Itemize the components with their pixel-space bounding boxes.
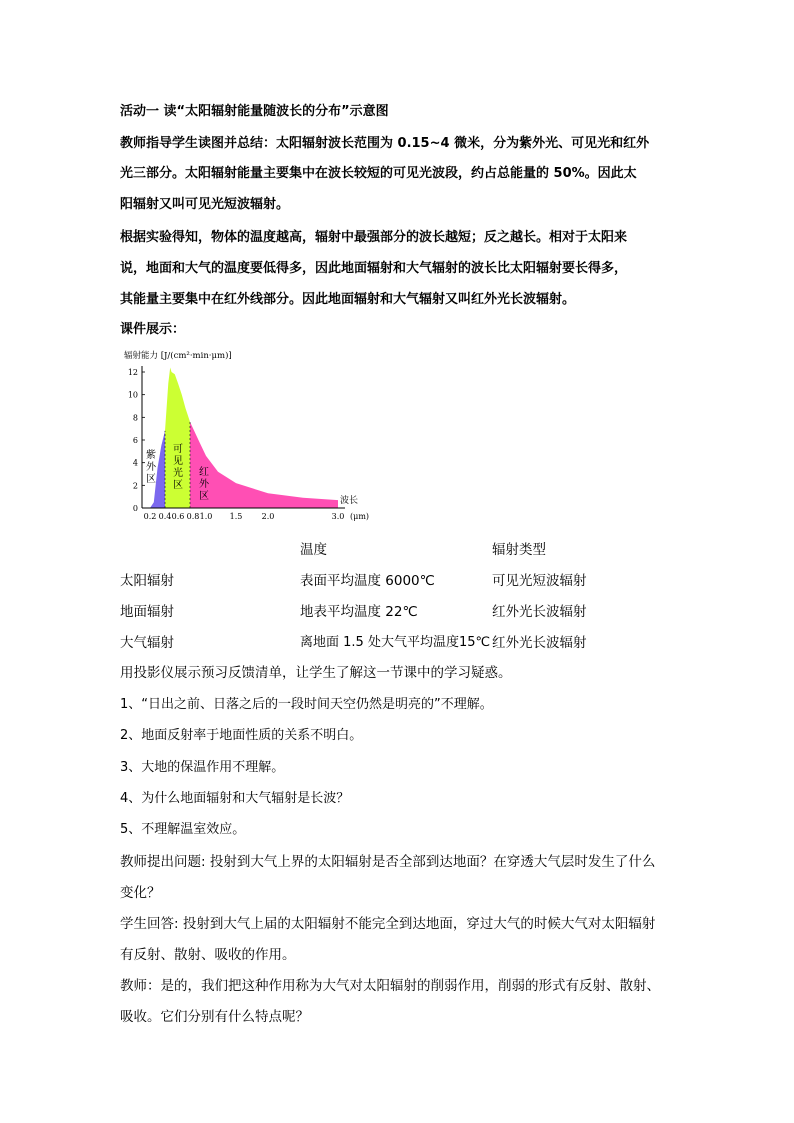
visible-region-label: 区 [173, 480, 183, 491]
table-cell: 地表平均温度 22℃ [300, 604, 418, 620]
y-tick-label: 6 [132, 436, 138, 445]
para2-line: 根据实验得知，物体的温度越高，辐射中最强部分的波长越短；反之越长。相对于太阳来 [120, 230, 628, 245]
ir-region-label: 外 [199, 479, 209, 490]
question-item: 4、为什么地面辐射和大气辐射是长波？ [120, 791, 350, 806]
question-item: 2、地面反射率于地面性质的关系不明白。 [120, 728, 363, 743]
uv-region-label: 区 [146, 474, 156, 485]
teacher-question: 变化？ [120, 885, 161, 901]
table-cell: 红外光长波辐射 [492, 604, 587, 620]
uv-region-label: 外 [146, 462, 156, 473]
question-item: 1、“日出之前、日落之后的一段时间天空仍然是明亮的”不理解。 [120, 697, 493, 712]
ir-region-label: 红 [199, 467, 209, 478]
table-header-type: 辐射类型 [492, 542, 546, 558]
student-answer: 学生回答: 投射到大气上届的太阳辐射不能完全到达地面，穿过大气的时候大气对太阳辐射 [120, 916, 656, 932]
y-tick-label: 0 [132, 504, 138, 513]
para1-line: 阳辐射又叫可见光短波辐射。 [120, 197, 290, 212]
teacher-response: 教师：是的，我们把这种作用称为大气对太阳辐射的削弱作用，削弱的形式有反射、散射、 [120, 978, 660, 994]
x-tick-label: 1.5 [229, 512, 243, 521]
table-header-temp: 温度 [300, 542, 327, 558]
teacher-response: 吸收。它们分别有什么特点呢？ [120, 1009, 309, 1025]
activity-heading: 活动一 读“太阳辐射能量随波长的分布”示意图 [120, 104, 389, 119]
table-cell: 离地面 1.5 处大气平均温度15℃ [300, 635, 491, 650]
uv-region-label: 紫 [146, 450, 156, 461]
table-cell: 表面平均温度 6000℃ [300, 573, 435, 589]
x-tick-label: 1.0 [199, 512, 213, 521]
y-tick-label: 4 [132, 458, 138, 468]
visible-region-label: 光 [173, 468, 183, 479]
x-tick-label: 0.6 [171, 512, 185, 521]
x-tick-label: 0.8 [186, 512, 200, 521]
para2-line: 说，地面和大气的温度要低得多，因此地面辐射和大气辐射的波长比太阳辐射要长得多， [120, 261, 628, 276]
table-cell: 红外光长波辐射 [492, 635, 587, 651]
courseware-label: 课件展示： [120, 322, 186, 337]
solar-radiation-chart [120, 348, 370, 528]
table-cell: 地面辐射 [120, 604, 174, 620]
y-tick-label: 8 [132, 413, 138, 423]
student-answer: 有反射、散射、吸收的作用。 [120, 947, 296, 963]
question-item: 3、大地的保温作用不理解。 [120, 760, 285, 775]
x-unit-label: (μm) [350, 512, 370, 521]
para2-line: 其能量主要集中在红外线部分。因此地面辐射和大气辐射又叫红外光长波辐射。 [120, 292, 576, 307]
visible-region-label: 可 [173, 444, 183, 455]
ir-region-label: 区 [199, 491, 209, 502]
table-cell: 太阳辐射 [120, 573, 174, 589]
para1-line: 光三部分。太阳辐射能量主要集中在波长较短的可见光波段，约占总能量的 50%。因此太 [120, 166, 637, 181]
region-ir [190, 422, 338, 508]
para1-line: 教师指导学生读图并总结：太阳辐射波长范围为 0.15~4 微米，分为紫外光、可见光和红外 [120, 136, 650, 151]
y-tick-label: 2 [132, 481, 138, 491]
table-cell: 大气辐射 [120, 635, 174, 651]
teacher-question: 教师提出问题: 投射到大气上界的太阳辐射是否全部到达地面？在穿透大气层时发生了什么 [120, 854, 656, 870]
x-tick-label: 0.4 [158, 512, 172, 521]
y-axis-label: 辐射能力 [J/(cm²·min·μm)] [124, 351, 232, 361]
chart-svg [120, 348, 370, 528]
y-tick-label: 12 [127, 368, 138, 377]
y-tick-label: 10 [127, 390, 138, 400]
x-tick-label: 0.2 [143, 512, 157, 521]
x-axis-label: 波长 [340, 496, 359, 506]
visible-region-label: 见 [173, 456, 183, 467]
x-tick-label: 2.0 [261, 512, 275, 521]
question-item: 5、不理解温室效应。 [120, 822, 246, 837]
feedback-intro: 用投影仪展示预习反馈清单，让学生了解这一节课中的学习疑惑。 [120, 665, 512, 681]
table-cell: 可见光短波辐射 [492, 573, 587, 589]
x-tick-label: 3.0 [331, 512, 345, 521]
